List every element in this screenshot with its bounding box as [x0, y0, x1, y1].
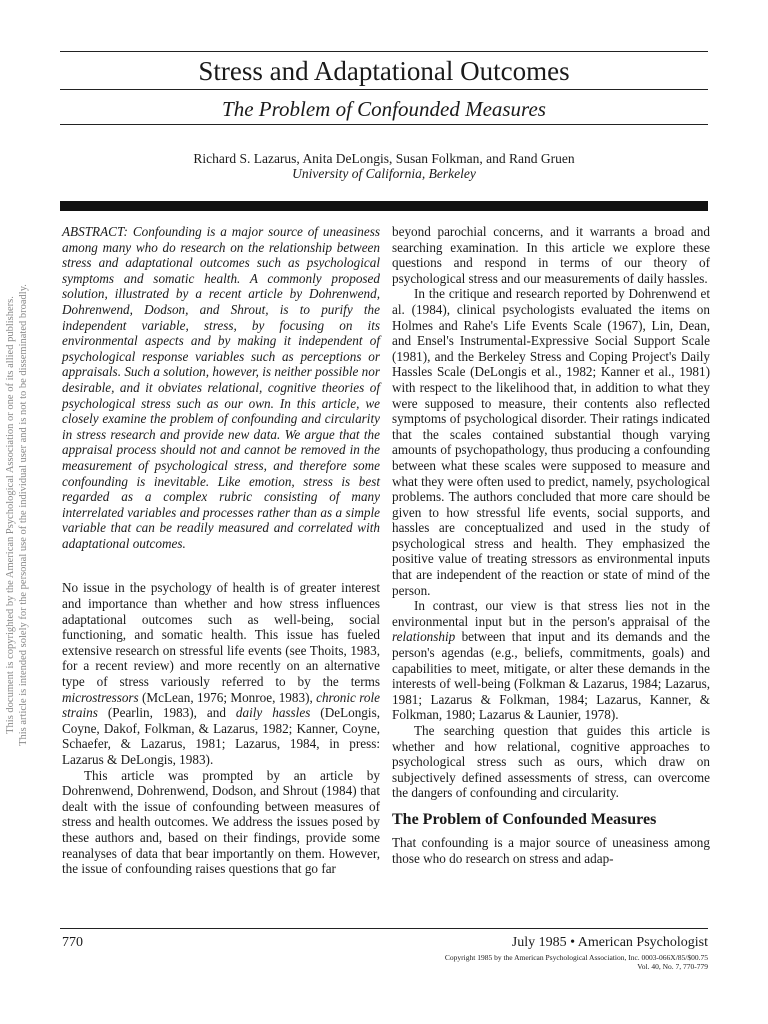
citation-line: Vol. 40, No. 7, 770-779 [637, 962, 708, 971]
footer-rule [60, 928, 708, 929]
p1-text-c: (Pearlin, 1983), and [97, 705, 236, 721]
p1-text-a: No issue in the psychology of health is of greater interest and importance than whether and how stress influences adaptational outcomes such as well-being, social functioning, and somatic health. This issue has fueled extensive research on stressful life events (see Thoits, 1983, for a recent review) and more recently on an alternative type of stress variously referred to by the terms [62, 580, 380, 690]
spacer [62, 551, 380, 580]
copyright-side-notice [4, 270, 40, 760]
header-thick-bar [60, 201, 708, 211]
body-paragraph-6: That confounding is a major source of uneasiness among those who do research on stress and adap- [392, 834, 710, 866]
top-rule-1 [60, 51, 708, 52]
body-paragraph-2: This article was prompted by an article by Dohrenwend, Dohrenwend, Dodson, and Shrout (1984) that dealt with the issue of confounding between measures of stress and health outcomes. We address the issues posed by these authors and, based on their findings, provide some reanalyses of data that bear importantly on them. However, the issue of confounding raises questions that go far [62, 767, 380, 877]
side-notice-line-2: This article is intended solely for the personal use of the individual user and is not to be disseminated broadly. [18, 284, 29, 746]
body-paragraph-5: The searching question that guides this article is whether and how relational, cognitive approaches to psychological stress such as ours, which draw on subjectively defined assessments of stress, can overcome the dangers of confounding and circularity. [392, 723, 710, 801]
p1-text-d: (DeLongis, Coyne, Dakof, Folkman, & Lazarus, 1982; Kanner, Coyne, Schaefer, & Lazarus, 1981; Lazarus, 1984, in press: Lazarus & DeLongis, 1983). [62, 705, 380, 767]
p4-text-a: In contrast, our view is that stress lies not in the environmental input but in the person's appraisal of the [392, 598, 710, 629]
body-paragraph-2-continued: beyond parochial concerns, and it warrants a broad and searching examination. In this article we explore these questions and respond in terms of our theory of psychological stress and our measurements of daily hassles. [392, 224, 710, 286]
p4-text-b: between that input and its demands and the person's agendas (e.g., beliefs, commitments, goals) and capabilities to meet, mitigate, or alter these demands in the interests of well-being (Folkman & Lazarus, 1984; Lazarus, 1981; Lazarus & Folkman, 1984; Lazarus, Kanner, & Folkman, 1980; Lazarus & Launier, 1978). [392, 629, 710, 723]
page-number: 770 [62, 935, 83, 950]
body-paragraph-1 [62, 580, 380, 767]
section-heading: The Problem of Confounded Measures [392, 810, 657, 828]
top-rule-2 [60, 89, 708, 90]
author-affiliation: University of California, Berkeley [292, 166, 476, 181]
p1-text-b: (McLean, 1976; Monroe, 1983), [138, 689, 317, 705]
p4-em-relationship: relationship [392, 629, 456, 645]
author-list: Richard S. Lazarus, Anita DeLongis, Susan Folkman, and Rand Gruen [193, 151, 575, 166]
article-title: Stress and Adaptational Outcomes [198, 56, 570, 86]
right-column [392, 224, 710, 866]
journal-issue: July 1985 • American Psychologist [511, 935, 708, 950]
p1-em-microstressors: microstressors [62, 689, 139, 705]
abstract-label: ABSTRACT: [62, 224, 128, 239]
body-paragraph-3: In the critique and research reported by Dohrenwend et al. (1984), clinical psychologists evaluated the items on Holmes and Rahe's Life Events Scale (1967), Lin, Dean, and Ensel's Instrumental-Expressive Social Support Scale (1981), and the Berkeley Stress and Coping Project's Daily Hassles Scale (DeLongis et al., 1982; Kanner et al., 1981) with respect to the likelihood that, in addition to what they were supposed to measure, their contents also reflected symptoms of psychological disorder. Their ratings indicated that the scales contained substantial though varying amounts of psychopathology, thus producing a confounding between what these scales were supposed to measure and what they were often used to predict, namely, psychological problems. The authors concluded that more care should be given to how stressful life events, social supports, and hassles are conceptualized and used in the study of psychological stress and health. They emphasized the positive value of treating stressors as environmental inputs that are independent of the reaction or state of mind of the person. [392, 286, 710, 598]
abstract [62, 224, 380, 551]
article-subtitle: The Problem of Confounded Measures [222, 97, 546, 121]
left-column [62, 224, 380, 877]
p1-em-chronic-role-strains: chronic role strains [62, 689, 380, 721]
body-paragraph-4 [392, 598, 710, 723]
side-notice-line-1: This document is copyrighted by the American Psychological Association or one of its allied publishers. [5, 296, 16, 734]
abstract-text: Confounding is a major source of uneasiness among many who do research on the relationship between stress and adaptational outcomes such as psychological symptoms and somatic health. A commonly proposed solution, illustrated by a recent article by Dohrenwend, Dohrenwend, Dodson, and Shrout, is to purify the independent variable, stress, by focusing on its environmental aspects and by making it independent of psychological response variables such as perceptions or appraisals. Such a solution, however, is neither possible nor desirable, and it obviates relational, cognitive theories of psychological stress such as our own. In this article, we closely examine the problem of confounding and circularity in stress research and provide new data. We argue that the appraisal process should not and cannot be removed in the measurement of psychological stress, and therefore some confounding is inevitable. Like emotion, stress is best regarded as a complex rubric consisting of many interrelated variables and processes rather than as a simple variable that can be readily measured and correlated with adaptational outcomes. [62, 224, 380, 551]
copyright-line: Copyright 1985 by the American Psychological Association, Inc. 0003-066X/85/$00.75 [444, 953, 708, 962]
p1-em-daily-hassles: daily hassles [235, 705, 311, 721]
top-rule-3 [60, 124, 708, 125]
